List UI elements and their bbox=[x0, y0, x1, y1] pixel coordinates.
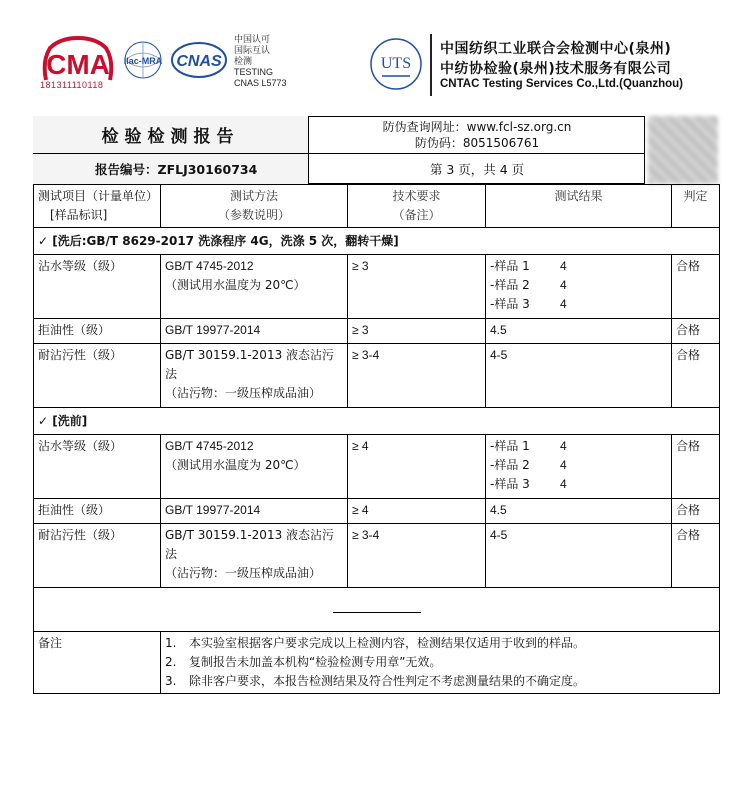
cell-result: -样品 1 4 -样品 2 4 -样品 3 4 bbox=[486, 255, 672, 319]
qr-code-blurred bbox=[648, 116, 718, 184]
table-row bbox=[34, 319, 720, 344]
section-row bbox=[34, 228, 720, 255]
cell-result: 4.5 bbox=[486, 499, 672, 524]
cell-item: 耐沾污性（级） bbox=[34, 524, 161, 588]
uts-logo bbox=[368, 36, 424, 94]
cell-judgement: 合格 bbox=[672, 319, 720, 344]
notes-label: 备注 bbox=[34, 632, 161, 694]
section-title: ✓ [洗前] bbox=[34, 408, 720, 435]
org-name-cn-2: 中纺协检验(泉州)技术服务有限公司 bbox=[440, 61, 672, 77]
cell-result: -样品 1 4 -样品 2 4 -样品 3 4 bbox=[486, 435, 672, 499]
org-name-en: CNTAC Testing Services Co.,Ltd.(Quanzhou) bbox=[440, 78, 683, 90]
cert-line: TESTING bbox=[234, 67, 274, 77]
cell-method: GB/T 19977-2014 bbox=[161, 319, 348, 344]
note-item: 3. 除非客户要求，本报告检测结果及符合性判定不考虑测量结果的不确定度。 bbox=[165, 674, 586, 688]
cert-line: 中国认可 bbox=[234, 34, 271, 44]
verify-site: 防伪查询网址：www.fcl-sz.org.cn bbox=[382, 120, 572, 134]
ilac-text: ilac-MRA bbox=[123, 56, 163, 66]
note-item: 2. 复制报告未加盖本机构“检验检测专用章”无效。 bbox=[165, 655, 442, 669]
spacer-row bbox=[34, 588, 720, 632]
page-indicator: 第 3 页，共 4 页 bbox=[429, 162, 525, 177]
notes-row bbox=[34, 632, 720, 694]
cell-requirement: ≥ 4 bbox=[348, 499, 486, 524]
cell-item: 拒油性（级） bbox=[34, 499, 161, 524]
cell-requirement: ≥ 4 bbox=[348, 435, 486, 499]
cnas-text: CNAS bbox=[176, 53, 222, 70]
cell-result: 4-5 bbox=[486, 524, 672, 588]
cell-result: 4-5 bbox=[486, 344, 672, 408]
note-item: 1. 本实验室根据客户要求完成以上检测内容，检测结果仅适用于收到的样品。 bbox=[165, 636, 586, 650]
cell-judgement: 合格 bbox=[672, 499, 720, 524]
table-header-row bbox=[34, 185, 720, 228]
header-divider bbox=[430, 34, 432, 96]
section-row bbox=[34, 408, 720, 435]
report-number: 报告编号：ZFLJ30160734 bbox=[33, 154, 309, 184]
cell-requirement: ≥ 3-4 bbox=[348, 524, 486, 588]
cma-number: 181311110118 bbox=[40, 80, 104, 90]
anti-counterfeit-info bbox=[309, 116, 645, 154]
cell-judgement: 合格 bbox=[672, 344, 720, 408]
cell-result: 4.5 bbox=[486, 319, 672, 344]
cell-item: 耐沾污性（级） bbox=[34, 344, 161, 408]
cell-judgement: 合格 bbox=[672, 524, 720, 588]
cell-method: GB/T 4745-2012 （测试用水温度为 20℃） bbox=[161, 255, 348, 319]
cell-method: GB/T 30159.1-2013 液态沾污 法 （沾污物：一级压榨成品油） bbox=[161, 344, 348, 408]
cell-requirement: ≥ 3 bbox=[348, 319, 486, 344]
cnas-logo bbox=[170, 40, 228, 80]
cma-logo bbox=[40, 36, 116, 86]
results-table bbox=[33, 184, 720, 694]
table-row bbox=[34, 524, 720, 588]
ilac-mra-logo bbox=[118, 40, 168, 80]
accreditation-text bbox=[234, 34, 287, 89]
table-row bbox=[34, 344, 720, 408]
uts-text: UTS bbox=[380, 55, 412, 72]
header-item: 测试项目（计量单位） [样品标识] bbox=[34, 185, 161, 228]
cell-item: 沾水等级（级） bbox=[34, 435, 161, 499]
table-row bbox=[34, 255, 720, 319]
cell-item: 拒油性（级） bbox=[34, 319, 161, 344]
end-dash bbox=[333, 612, 421, 613]
cell-judgement: 合格 bbox=[672, 255, 720, 319]
notes-content bbox=[161, 632, 720, 694]
header-method: 测试方法 （参数说明） bbox=[161, 185, 348, 228]
cell-requirement: ≥ 3-4 bbox=[348, 344, 486, 408]
cell-method: GB/T 30159.1-2013 液态沾污 法 （沾污物：一级压榨成品油） bbox=[161, 524, 348, 588]
cell-method: GB/T 19977-2014 bbox=[161, 499, 348, 524]
table-row bbox=[34, 499, 720, 524]
header-judgement: 判定 bbox=[672, 185, 720, 228]
report-title: 检验检测报告 bbox=[33, 116, 309, 154]
verify-code: 防伪码：8051506761 bbox=[414, 136, 540, 150]
cma-logo-text: CMA bbox=[46, 49, 110, 80]
cell-item: 沾水等级（级） bbox=[34, 255, 161, 319]
cert-line: 国际互认 bbox=[234, 45, 271, 55]
cell-requirement: ≥ 3 bbox=[348, 255, 486, 319]
cert-line: 检测 bbox=[234, 56, 253, 66]
org-name-cn-1: 中国纺织工业联合会检测中心(泉州) bbox=[440, 41, 672, 57]
header-requirement: 技术要求 （备注） bbox=[348, 185, 486, 228]
cell-judgement: 合格 bbox=[672, 435, 720, 499]
section-title: ✓ [洗后:GB/T 8629-2017 洗涤程序 4G，洗涤 5 次，翻转干燥] bbox=[34, 228, 720, 255]
table-row bbox=[34, 435, 720, 499]
end-marker-cell bbox=[34, 588, 720, 632]
header-result: 测试结果 bbox=[486, 185, 672, 228]
cell-method: GB/T 4745-2012 （测试用水温度为 20℃） bbox=[161, 435, 348, 499]
cert-line: CNAS L5773 bbox=[234, 78, 287, 88]
